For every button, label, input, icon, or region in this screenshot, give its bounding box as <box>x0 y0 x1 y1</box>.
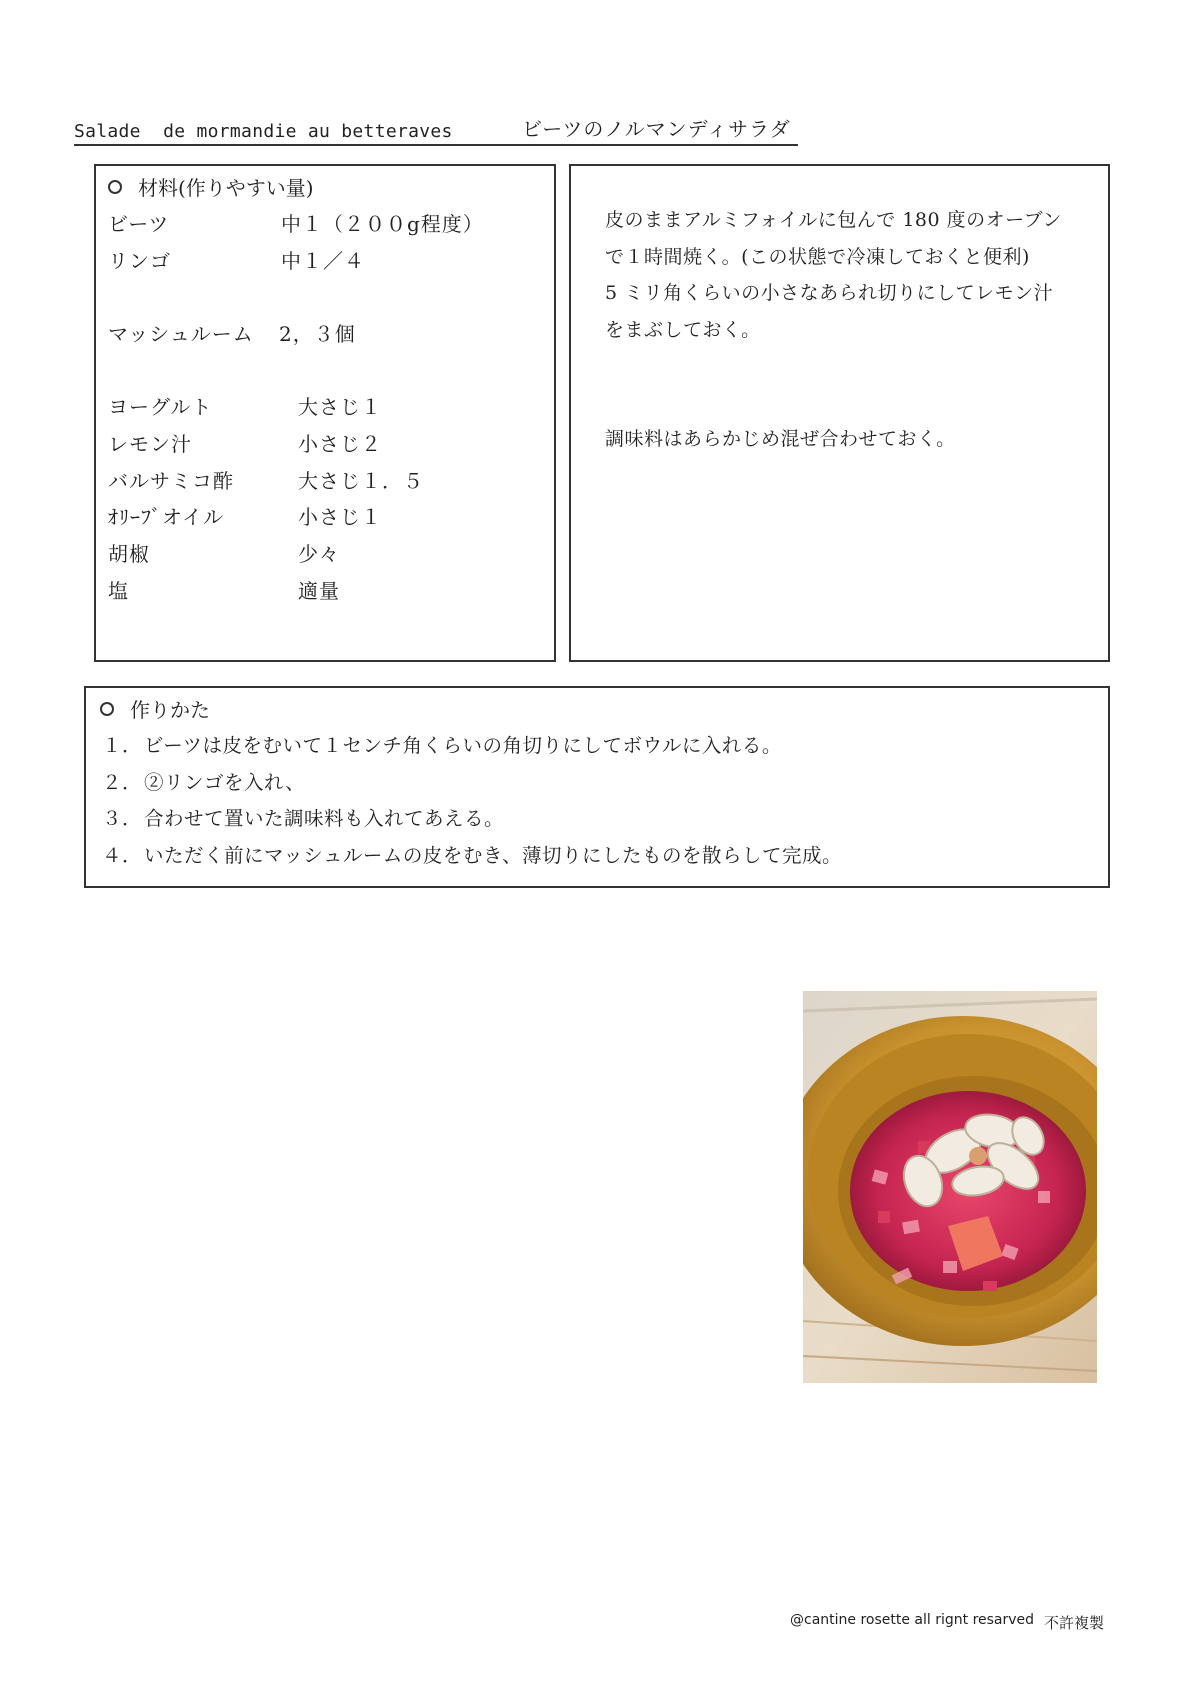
ingredient-qty: 2，３個 <box>279 322 356 346</box>
title-japanese: ビーツのノルマンディサラダ <box>522 117 791 141</box>
ingredient-name: 胡椒 <box>108 542 150 566</box>
step-text: ビーツは皮をむいて１センチ角くらいの角切りにしてボウルに入れる。 <box>144 734 782 757</box>
step-text: 合わせて置いた調味料も入れてあえる。 <box>144 807 505 830</box>
ingredient-name: レモン汁 <box>108 432 192 456</box>
step-number: ２． <box>102 771 143 794</box>
prep-line: 5 ミリ角くらいの小さなあられ切りにしてレモン汁 <box>605 282 1054 304</box>
prep-line: をまぶしておく。 <box>605 318 761 341</box>
method-step <box>102 840 842 868</box>
ingredient-qty: 適量 <box>298 579 340 603</box>
circle-bullet-icon <box>108 180 122 194</box>
step-number: ３． <box>102 807 143 830</box>
ingredients-box <box>94 164 556 662</box>
title-french: Salade de mormandie au betteraves <box>74 121 453 142</box>
method-heading <box>100 694 210 723</box>
ingredient-name: バルサミコ酢 <box>108 469 234 493</box>
ingredient-qty: 中１／４ <box>281 249 365 273</box>
step-text: ②リンゴを入れ、 <box>144 771 306 794</box>
salad-photo <box>803 991 1097 1383</box>
circle-bullet-icon <box>100 702 114 716</box>
ingredient-name: ヨーグルト <box>108 395 213 419</box>
no-reproduction-text: 不許複製 <box>1044 1614 1105 1632</box>
ingredient-qty: 小さじ１ <box>298 505 382 529</box>
ingredients-heading <box>108 172 314 201</box>
step-text: いただく前にマッシュルームの皮をむき、薄切りにしたものを散らして完成。 <box>144 844 843 867</box>
recipe-title <box>74 112 798 146</box>
step-number: １． <box>102 734 143 757</box>
ingredients-heading-text: 材料(作りやすい量) <box>138 176 314 200</box>
method-box <box>84 686 1110 888</box>
ingredient-qty: 中１（２００g程度） <box>281 212 484 236</box>
method-heading-text: 作りかた <box>130 698 210 722</box>
ingredient-qty: 大さじ１ <box>298 395 382 419</box>
ingredient-qty: 大さじ１．５ <box>298 469 424 493</box>
prep-line: で１時間焼く。(この状態で冷凍しておくと便利) <box>605 245 1030 268</box>
ingredient-name: マッシュルーム <box>108 322 254 346</box>
method-step <box>102 803 504 831</box>
ingredient-name: ビーツ <box>108 212 170 236</box>
copyright-text: @cantine rosette all rignt resarved <box>790 1612 1035 1628</box>
method-step <box>102 767 305 795</box>
method-step <box>102 730 782 758</box>
prep-line: 皮のままアルミフォイルに包んで 180 度のオーブン <box>605 209 1062 231</box>
preparation-box <box>569 164 1110 662</box>
preparation-text <box>605 202 1105 458</box>
ingredient-name: リンゴ <box>108 249 171 273</box>
ingredient-name: 塩 <box>108 579 129 603</box>
ingredient-qty: 小さじ２ <box>298 432 382 456</box>
ingredient-qty: 少々 <box>298 542 340 566</box>
ingredient-name: ｵﾘｰﾌﾞオイル <box>108 505 224 529</box>
step-number: ４． <box>102 844 143 867</box>
prep-note: 調味料はあらかじめ混ぜ合わせておく。 <box>605 428 956 450</box>
